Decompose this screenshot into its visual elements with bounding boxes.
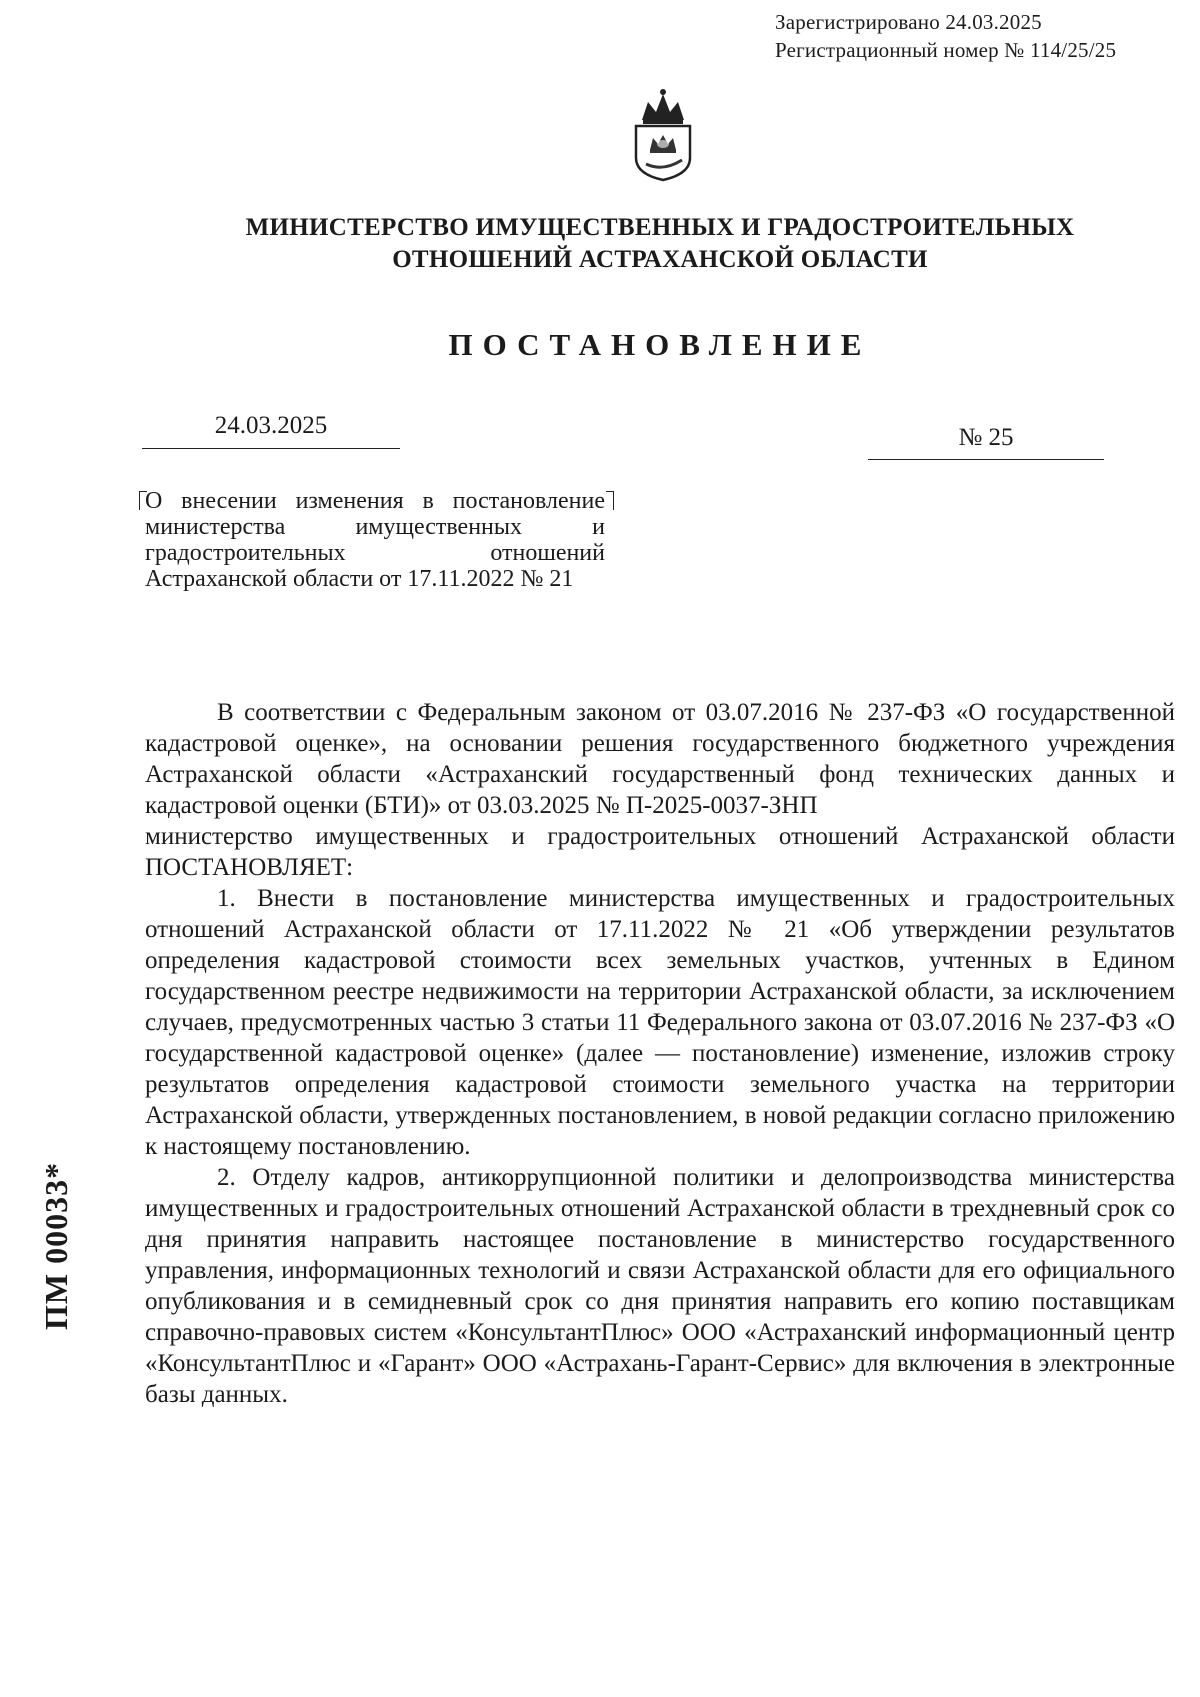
registration-stamp — [775, 8, 1116, 64]
subject-bracket-right — [606, 491, 614, 510]
ministry-name-line2: ОТНОШЕНИЙ АСТРАХАНСКОЙ ОБЛАСТИ — [392, 246, 928, 273]
preamble-paragraph: В соответствии с Федеральным законом от 03.07.2016 № 237-ФЗ «О государственной кадастровой оценке», на основании решения государственного бюджетного учреждения Астраханской области «Астраханский государственный фонд технических данных и кадастровой оценки (БТИ)» от 03.03.2025 № П-2025-0037-ЗНП — [145, 699, 1175, 819]
document-date: 24.03.2025 — [214, 412, 328, 439]
item-2-paragraph: 2. Отделу кадров, антикоррупционной политики и делопроизводства министерства имущественных и градостроительных отношений Астраханской области в трехдневный срок со дня принятия направить настоящее постановление в министерство государственного управления, информационных технологий и связи Астраханской области для его официального опубликования и в семидневный срок со дня принятия направить его копию поставщикам справочно-правовых систем «КонсультантПлюс» ООО «Астраханский информационный центр «КонсультантПлюс и «Гарант» ООО «Астрахань-Гарант-Сервис» для включения в электронные базы данных. — [145, 1164, 1175, 1408]
ministry-name — [150, 212, 1170, 276]
document-subject: О внесении изменения в постановление министерства имущественных и градостроительных отношений Астраханской области от 17.11.2022 № 21 — [145, 488, 605, 592]
number-underline — [868, 459, 1104, 460]
item-1-paragraph: 1. Внести в постановление министерства имущественных и градостроительных отношений Астраханской области от 17.11.2022 № 21 «Об утверждении результатов определения кадастровой стоимости всех земельных участков, учтенных в Едином государственном реестре недвижимости на территории Астраханской области, за исключением случаев, предусмотренных частью 3 статьи 11 Федерального закона от 03.07.2016 № 237-ФЗ «О государственной кадастровой оценке» (далее — постановление) изменение, изложив строку результатов определения кадастровой стоимости земельного участка на территории Астраханской области, утвержденных постановлением, в новой редакции согласно приложению к настоящему постановлению. — [145, 885, 1175, 1160]
document-type-title: ПОСТАНОВЛЕНИЕ — [448, 327, 872, 362]
ministry-name-line1: МИНИСТЕРСТВО ИМУЩЕСТВЕННЫХ И ГРАДОСТРОИТЕЛЬНЫХ — [245, 214, 1075, 241]
document-number: № 25 — [958, 424, 1014, 451]
document-body — [145, 697, 1175, 1410]
coat-of-arms-icon — [628, 86, 698, 182]
registration-number: Регистрационный номер № 114/25/25 — [775, 38, 1117, 62]
date-underline — [142, 448, 400, 449]
side-stamp: ПМ 00033* — [38, 1161, 74, 1330]
registration-date: Зарегистрировано 24.03.2025 — [775, 10, 1042, 34]
resolution-paragraph: министерство имущественных и градостроительных отношений Астраханской области ПОСТАНОВЛЯЕТ: — [145, 823, 1175, 881]
